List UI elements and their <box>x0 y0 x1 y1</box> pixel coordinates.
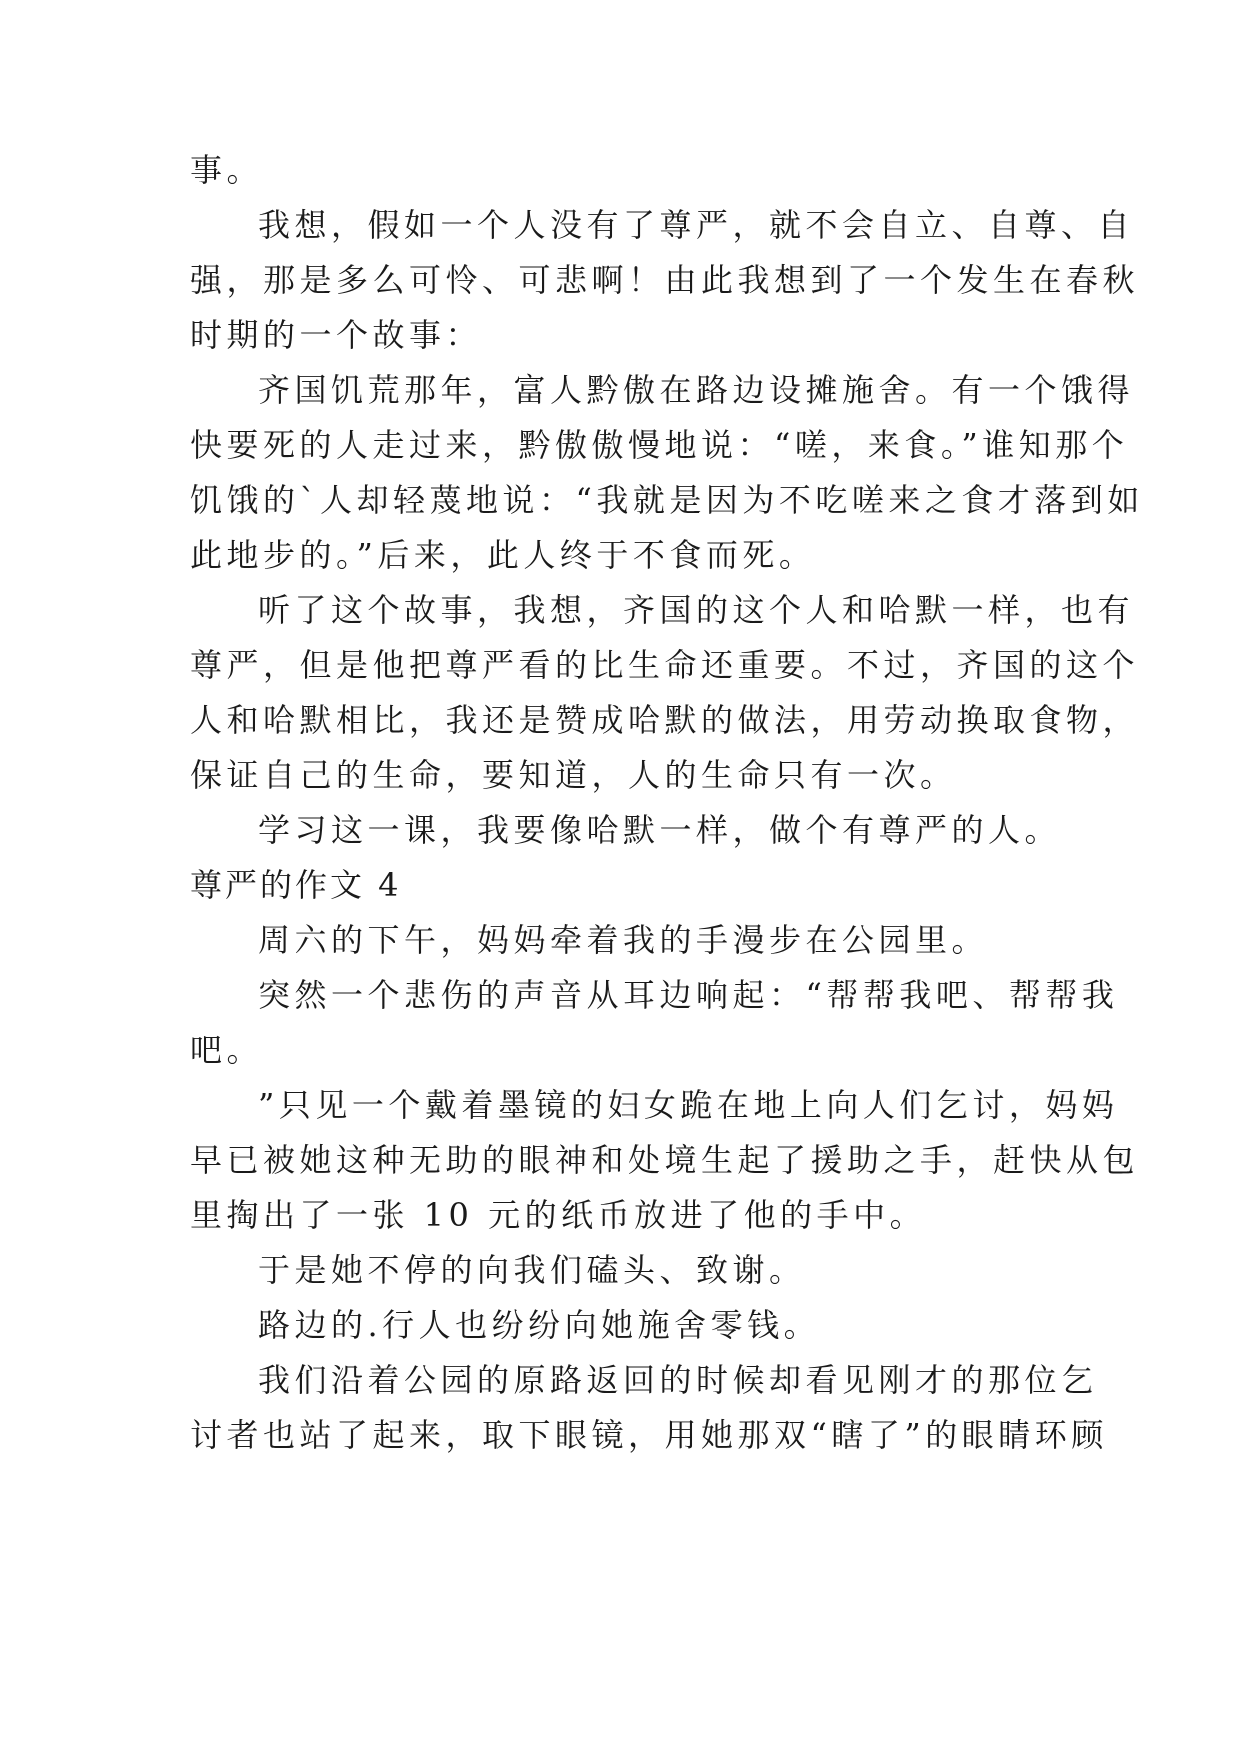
paragraph-start: 于是她不停的向我们磕头、致谢。 <box>258 1251 806 1289</box>
paragraph-start: 我们沿着公园的原路返回的时候却看见刚才的那位乞 <box>258 1361 1098 1399</box>
paragraph-start: 听了这个故事，我想，齐国的这个人和哈默一样，也有 <box>258 591 1135 629</box>
paragraph-start: 突然一个悲伤的声音从耳边响起：“帮帮我吧、帮帮我 <box>258 976 1119 1014</box>
text-line: 快要死的人走过来，黔傲傲慢地说：“嗟，来食。”谁知那个 <box>190 426 1129 464</box>
text-line: 事。 <box>190 151 264 189</box>
text-line: 里掏出了一张 10 元的纸币放进了他的手中。 <box>190 1196 927 1234</box>
text-line: 人和哈默相比，我还是赞成哈默的做法，用劳动换取食物， <box>190 701 1140 739</box>
text-line: 讨者也站了起来，取下眼镜，用她那双“瞎了”的眼睛环顾 <box>190 1416 1108 1454</box>
text-line: 饥饿的`人却轻蔑地说：“我就是因为不吃嗟来之食才落到如 <box>190 481 1144 519</box>
paragraph-start: 学习这一课，我要像哈默一样，做个有尊严的人。 <box>258 811 1062 849</box>
paragraph-start: 齐国饥荒那年，富人黔傲在路边设摊施舍。有一个饿得 <box>258 371 1135 409</box>
paragraph-start: 我想，假如一个人没有了尊严，就不会自立、自尊、自 <box>258 206 1135 244</box>
text-line: 尊严，但是他把尊严看的比生命还重要。不过，齐国的这个 <box>190 646 1140 684</box>
text-line: 吧。 <box>190 1031 264 1069</box>
text-line: 保证自己的生命，要知道，人的生命只有一次。 <box>190 756 957 794</box>
paragraph-start: 路边的.行人也纷纷向她施舍零钱。 <box>258 1306 821 1344</box>
text-line: 此地步的。”后来，此人终于不食而死。 <box>190 536 816 574</box>
section-heading: 尊严的作文 4 <box>190 866 402 904</box>
text-line: 早已被她这种无助的眼神和处境生起了援助之手，赶快从包 <box>190 1141 1140 1179</box>
text-line: 时期的一个故事： <box>190 316 483 354</box>
text-line: 强，那是多么可怜、可悲啊！由此我想到了一个发生在春秋 <box>190 261 1140 299</box>
paragraph-start: 周六的下午，妈妈牵着我的手漫步在公园里。 <box>258 921 989 959</box>
paragraph-start: ”只见一个戴着墨镜的妇女跪在地上向人们乞讨，妈妈 <box>258 1086 1119 1124</box>
